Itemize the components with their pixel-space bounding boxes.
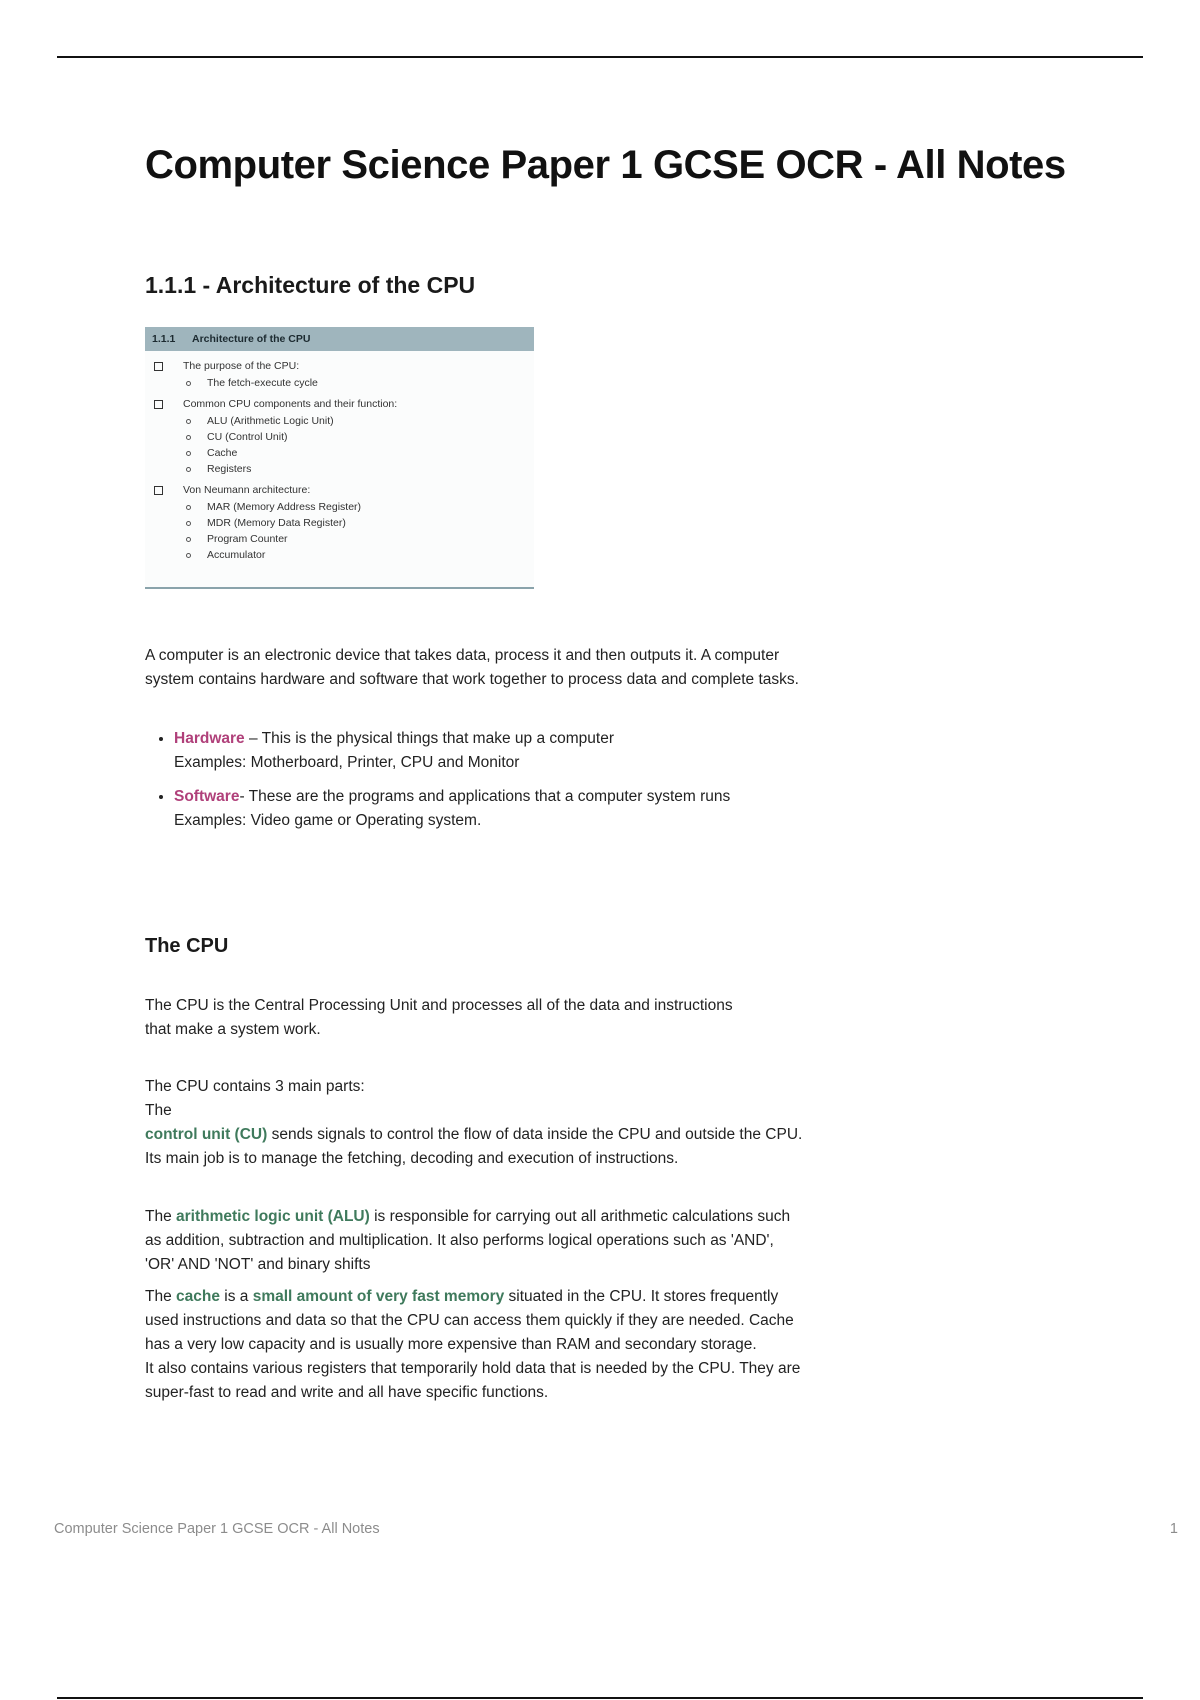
circle-bullet-icon	[186, 381, 191, 386]
cache-term-2: small amount of very fast memory	[252, 1288, 505, 1305]
hardware-term: Hardware	[174, 730, 245, 747]
cpu-parts-the: The	[145, 1102, 172, 1119]
checkbox-icon	[154, 400, 163, 409]
intro-paragraph: A computer is an electronic device that takes data, process it and then outputs it. A computer system contains hardware and software that work together to process data and complete tasks.	[145, 647, 799, 688]
cache-paragraph	[145, 1285, 805, 1405]
cu-text: sends signals to control the flow of data inside the CPU and outside the CPU. Its main job is to manage the fetching, decoding and execution of instructions.	[145, 1126, 803, 1167]
cache-mid: is a	[219, 1288, 253, 1305]
cpu-parts-intro: The CPU contains 3 main parts:	[145, 1078, 365, 1095]
spec-subitem-text: Cache	[207, 447, 238, 459]
hardware-examples: Examples: Motherboard, Printer, CPU and Monitor	[174, 754, 520, 771]
spec-header	[145, 327, 534, 351]
hardware-text: – This is the physical things that make up a computer	[244, 730, 614, 747]
cpu-heading: The CPU	[145, 935, 229, 957]
bottom-rule	[57, 1697, 1143, 1699]
alu-term: arithmetic logic unit (ALU)	[176, 1208, 370, 1225]
software-examples: Examples: Video game or Operating system.	[174, 812, 482, 829]
circle-bullet-icon	[186, 553, 191, 558]
spec-subitem-text: MAR (Memory Address Register)	[207, 501, 362, 513]
cache-text: situated in the CPU. It stores frequently used instructions and data so that the CPU can access them quickly if they are needed. Cache has a very low capacity and is usually more expensive than RAM and secondary storage.	[145, 1288, 794, 1353]
spec-item-text: Von Neumann architecture:	[183, 484, 311, 496]
section-heading: 1.1.1 - Architecture of the CPU	[145, 272, 476, 298]
page-title: Computer Science Paper 1 GCSE OCR - All Notes	[145, 143, 1066, 187]
spec-item	[145, 481, 534, 499]
cpu-paragraph-1: The CPU is the Central Processing Unit and processes all of the data and instructions that make a system work.	[145, 997, 733, 1038]
list-item-hardware	[174, 727, 814, 775]
spec-subitem	[145, 429, 534, 445]
circle-bullet-icon	[186, 467, 191, 472]
spec-subitem-text: ALU (Arithmetic Logic Unit)	[207, 415, 334, 427]
spec-subitem	[145, 461, 534, 477]
spec-subitem	[145, 375, 534, 391]
spec-number: 1.1.1	[152, 333, 176, 345]
spec-subitem-text: Program Counter	[207, 533, 288, 545]
spec-item	[145, 357, 534, 375]
spec-item	[145, 395, 534, 413]
cache-pre: The	[145, 1288, 177, 1305]
circle-bullet-icon	[186, 505, 191, 510]
list-item-software	[174, 785, 814, 833]
spec-subitem	[145, 515, 534, 531]
cu-term: control unit (CU)	[145, 1126, 268, 1143]
footer-title: Computer Science Paper 1 GCSE OCR - All Notes	[54, 1521, 380, 1537]
top-rule	[57, 56, 1143, 58]
checkbox-icon	[154, 486, 163, 495]
circle-bullet-icon	[186, 537, 191, 542]
spec-subitem	[145, 547, 534, 563]
spec-subitem-text: MDR (Memory Data Register)	[207, 517, 346, 529]
spec-heading: Architecture of the CPU	[192, 333, 311, 345]
checkbox-icon	[154, 362, 163, 371]
definition-list	[145, 727, 814, 843]
spec-subitem-text: Accumulator	[207, 549, 266, 561]
spec-subitem	[145, 531, 534, 547]
spec-image	[145, 327, 534, 589]
spec-subitem	[145, 413, 534, 429]
circle-bullet-icon	[186, 451, 191, 456]
cache-term: cache	[176, 1288, 220, 1305]
spec-subitem-text: The fetch-execute cycle	[207, 377, 318, 389]
software-term: Software	[174, 788, 240, 805]
spec-subitem	[145, 445, 534, 461]
alu-pre: The	[145, 1208, 177, 1225]
spec-item-text: Common CPU components and their function:	[183, 398, 398, 410]
cpu-paragraph-2	[145, 1075, 805, 1171]
spec-list	[145, 351, 534, 563]
page-number: 1	[1169, 1521, 1178, 1537]
circle-bullet-icon	[186, 521, 191, 526]
spec-item-text: The purpose of the CPU:	[183, 360, 300, 372]
circle-bullet-icon	[186, 435, 191, 440]
alu-paragraph	[145, 1205, 805, 1277]
spec-subitem	[145, 499, 534, 515]
alu-text: is responsible for carrying out all arithmetic calculations such as addition, subtraction and multiplication. It also performs logical operations such as 'AND', 'OR' AND 'NOT' and binary shifts	[145, 1208, 791, 1273]
software-text: - These are the programs and applications that a computer system runs	[239, 788, 731, 805]
spec-subitem-text: Registers	[207, 463, 252, 475]
spec-subitem-text: CU (Control Unit)	[207, 431, 288, 443]
circle-bullet-icon	[186, 419, 191, 424]
registers-text: It also contains various registers that temporarily hold data that is needed by the CPU. They are super-fast to read and write and all have specific functions.	[145, 1360, 801, 1401]
